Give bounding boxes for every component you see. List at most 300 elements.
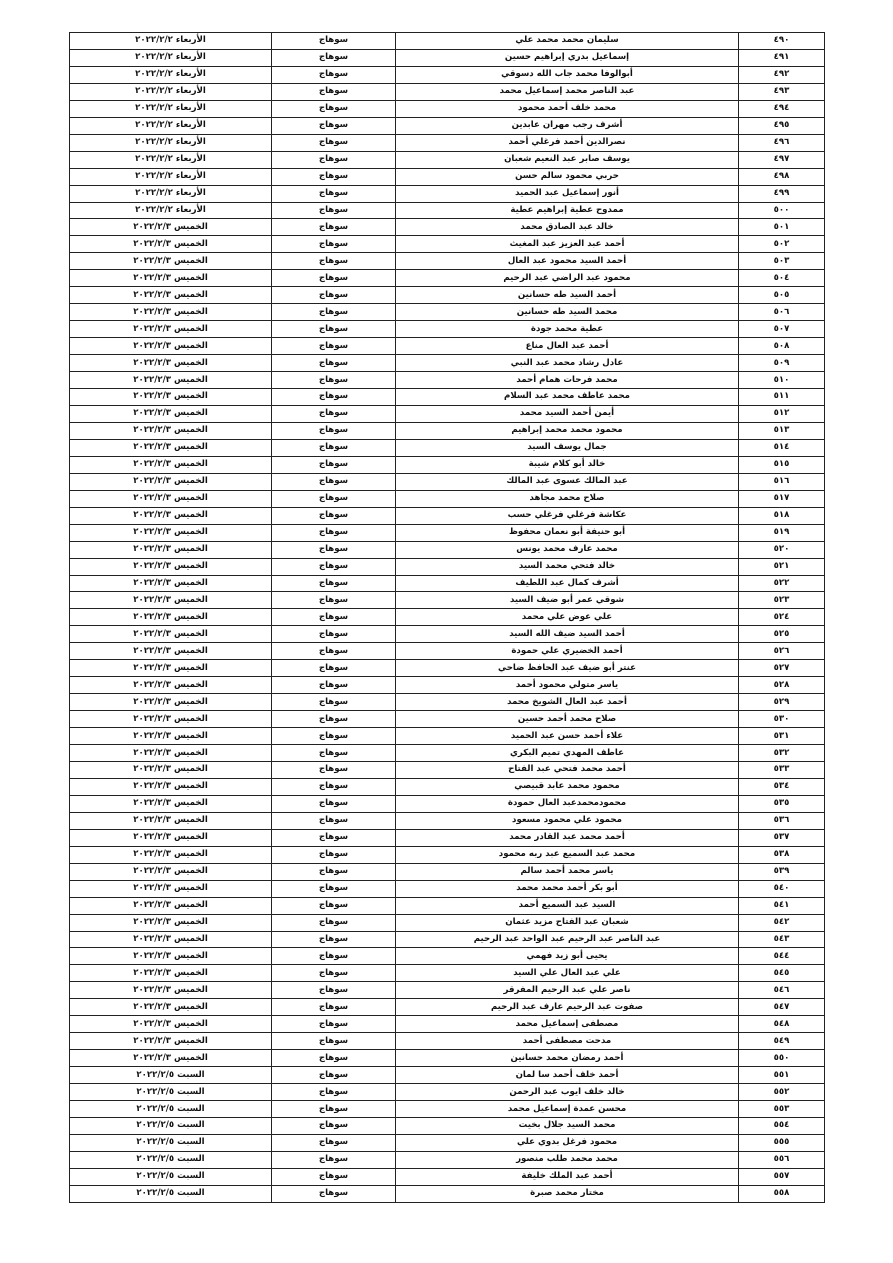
governorate-cell: سوهاج: [272, 405, 396, 422]
date-cell: الخميس ٢٠٢٢/٢/٣: [70, 507, 272, 524]
table-row: [70, 219, 825, 236]
person-name-cell: عبد الناصر محمد إسماعيل محمد: [396, 83, 739, 100]
governorate-cell: سوهاج: [272, 541, 396, 558]
person-name-cell: عطية محمد جودة: [396, 321, 739, 338]
person-name-cell: أحمد عبد الملك خليفة: [396, 1168, 739, 1185]
person-name-cell: يحيى أبو زيد فهمي: [396, 948, 739, 965]
row-number-cell: ٥١٩: [739, 524, 825, 541]
person-name-cell: محمود علي محمود مسعود: [396, 812, 739, 829]
governorate-cell: سوهاج: [272, 745, 396, 762]
table-row: [70, 1151, 825, 1168]
table-row: [70, 117, 825, 134]
table-row: [70, 812, 825, 829]
table-row: [70, 1185, 825, 1202]
date-cell: الأربعاء ٢٠٢٢/٢/٢: [70, 117, 272, 134]
row-number-cell: ٥٣٦: [739, 812, 825, 829]
row-number-cell: ٥٢٠: [739, 541, 825, 558]
table-row: [70, 541, 825, 558]
person-name-cell: محمد عبد السميع عبد ربه محمود: [396, 846, 739, 863]
person-name-cell: محمود فرغل بدوي علي: [396, 1134, 739, 1151]
date-cell: السبت ٢٠٢٢/٢/٥: [70, 1185, 272, 1202]
date-cell: الخميس ٢٠٢٢/٢/٣: [70, 321, 272, 338]
governorate-cell: سوهاج: [272, 355, 396, 372]
governorate-cell: سوهاج: [272, 643, 396, 660]
table-row: [70, 982, 825, 999]
date-cell: الخميس ٢٠٢٢/٢/٣: [70, 609, 272, 626]
row-number-cell: ٥٠٨: [739, 338, 825, 355]
table-row: [70, 745, 825, 762]
governorate-cell: سوهاج: [272, 219, 396, 236]
table-row: [70, 49, 825, 66]
person-name-cell: خالد أبو كلام شيبة: [396, 456, 739, 473]
governorate-cell: سوهاج: [272, 982, 396, 999]
governorate-cell: سوهاج: [272, 253, 396, 270]
table-row: [70, 287, 825, 304]
table-row: [70, 829, 825, 846]
date-cell: الخميس ٢٠٢٢/٢/٣: [70, 456, 272, 473]
governorate-cell: سوهاج: [272, 507, 396, 524]
row-number-cell: ٥٥٦: [739, 1151, 825, 1168]
person-name-cell: أحمد السيد طه حسانين: [396, 287, 739, 304]
governorate-cell: سوهاج: [272, 1118, 396, 1135]
date-cell: الخميس ٢٠٢٢/٢/٣: [70, 795, 272, 812]
person-name-cell: أحمد السيد محمود عبد العال: [396, 253, 739, 270]
table-row: [70, 168, 825, 185]
governorate-cell: سوهاج: [272, 372, 396, 389]
governorate-cell: سوهاج: [272, 948, 396, 965]
governorate-cell: سوهاج: [272, 117, 396, 134]
date-cell: السبت ٢٠٢٢/٢/٥: [70, 1168, 272, 1185]
date-cell: السبت ٢٠٢٢/٢/٥: [70, 1101, 272, 1118]
table-row: [70, 1050, 825, 1067]
table-row: [70, 558, 825, 575]
row-number-cell: ٥٠٢: [739, 236, 825, 253]
date-cell: الخميس ٢٠٢٢/٢/٣: [70, 761, 272, 778]
row-number-cell: ٥١١: [739, 389, 825, 406]
governorate-cell: سوهاج: [272, 287, 396, 304]
row-number-cell: ٤٩٠: [739, 33, 825, 50]
date-cell: الخميس ٢٠٢٢/٢/٣: [70, 931, 272, 948]
table-row: [70, 914, 825, 931]
person-name-cell: شعبان عبد الفتاح مزيد عثمان: [396, 914, 739, 931]
row-number-cell: ٥٥٥: [739, 1134, 825, 1151]
row-number-cell: ٥٣٤: [739, 778, 825, 795]
table-row: [70, 134, 825, 151]
row-number-cell: ٥٤١: [739, 897, 825, 914]
row-number-cell: ٥١٣: [739, 422, 825, 439]
table-row: [70, 355, 825, 372]
person-name-cell: مختار محمد صبرة: [396, 1185, 739, 1202]
row-number-cell: ٥٠٣: [739, 253, 825, 270]
person-name-cell: ياسر محمد أحمد سالم: [396, 863, 739, 880]
date-cell: الخميس ٢٠٢٢/٢/٣: [70, 524, 272, 541]
row-number-cell: ٥٣٢: [739, 745, 825, 762]
governorate-cell: سوهاج: [272, 1185, 396, 1202]
row-number-cell: ٥١٠: [739, 372, 825, 389]
governorate-cell: سوهاج: [272, 389, 396, 406]
table-row: [70, 1067, 825, 1084]
table-row: [70, 304, 825, 321]
table-row: [70, 660, 825, 677]
person-name-cell: ناصر علي عبد الرحيم المفرقر: [396, 982, 739, 999]
table-row: [70, 202, 825, 219]
row-number-cell: ٥٤٣: [739, 931, 825, 948]
date-cell: الخميس ٢٠٢٢/٢/٣: [70, 677, 272, 694]
person-name-cell: أحمد عبد العزيز عبد المغيث: [396, 236, 739, 253]
governorate-cell: سوهاج: [272, 558, 396, 575]
row-number-cell: ٥٠٩: [739, 355, 825, 372]
governorate-cell: سوهاج: [272, 880, 396, 897]
date-cell: الخميس ٢٠٢٢/٢/٣: [70, 965, 272, 982]
governorate-cell: سوهاج: [272, 304, 396, 321]
person-name-cell: مدحت مصطفى أحمد: [396, 1033, 739, 1050]
table-row: [70, 999, 825, 1016]
date-cell: الأربعاء ٢٠٢٢/٢/٢: [70, 33, 272, 50]
person-name-cell: أحمد خلف أحمد سا لمان: [396, 1067, 739, 1084]
person-name-cell: صلاح محمد أحمد حسين: [396, 711, 739, 728]
date-cell: الخميس ٢٠٢٢/٢/٣: [70, 1033, 272, 1050]
row-number-cell: ٥٢١: [739, 558, 825, 575]
date-cell: الخميس ٢٠٢٢/٢/٣: [70, 626, 272, 643]
date-cell: الخميس ٢٠٢٢/٢/٣: [70, 270, 272, 287]
table-row: [70, 253, 825, 270]
date-cell: الخميس ٢٠٢٢/٢/٣: [70, 355, 272, 372]
table-row: [70, 66, 825, 83]
row-number-cell: ٥١٢: [739, 405, 825, 422]
governorate-cell: سوهاج: [272, 490, 396, 507]
table-row: [70, 728, 825, 745]
governorate-cell: سوهاج: [272, 439, 396, 456]
row-number-cell: ٥١٤: [739, 439, 825, 456]
person-name-cell: أحمد عبد العال الشويخ محمد: [396, 694, 739, 711]
names-table-body: [70, 33, 825, 1203]
person-name-cell: إسماعيل بدري إبراهيم حسين: [396, 49, 739, 66]
table-row: [70, 677, 825, 694]
row-number-cell: ٤٩٨: [739, 168, 825, 185]
table-row: [70, 931, 825, 948]
governorate-cell: سوهاج: [272, 1084, 396, 1101]
row-number-cell: ٥٢٦: [739, 643, 825, 660]
date-cell: الخميس ٢٠٢٢/٢/٣: [70, 236, 272, 253]
date-cell: الخميس ٢٠٢٢/٢/٣: [70, 643, 272, 660]
row-number-cell: ٥٢٨: [739, 677, 825, 694]
row-number-cell: ٥٠٤: [739, 270, 825, 287]
person-name-cell: يوسف صابر عبد النعيم شعبان: [396, 151, 739, 168]
table-row: [70, 1033, 825, 1050]
governorate-cell: سوهاج: [272, 999, 396, 1016]
date-cell: الخميس ٢٠٢٢/٢/٣: [70, 880, 272, 897]
row-number-cell: ٥٤٢: [739, 914, 825, 931]
date-cell: الخميس ٢٠٢٢/٢/٣: [70, 897, 272, 914]
table-row: [70, 795, 825, 812]
row-number-cell: ٥٤٩: [739, 1033, 825, 1050]
date-cell: الخميس ٢٠٢٢/٢/٣: [70, 694, 272, 711]
row-number-cell: ٥٥٨: [739, 1185, 825, 1202]
date-cell: السبت ٢٠٢٢/٢/٥: [70, 1084, 272, 1101]
governorate-cell: سوهاج: [272, 100, 396, 117]
governorate-cell: سوهاج: [272, 609, 396, 626]
table-row: [70, 185, 825, 202]
person-name-cell: عكاشة فرغلي فرغلي حسب: [396, 507, 739, 524]
row-number-cell: ٥٠٧: [739, 321, 825, 338]
governorate-cell: سوهاج: [272, 846, 396, 863]
person-name-cell: مصطفى إسماعيل محمد: [396, 1016, 739, 1033]
date-cell: الأربعاء ٢٠٢٢/٢/٢: [70, 202, 272, 219]
table-row: [70, 626, 825, 643]
date-cell: السبت ٢٠٢٢/٢/٥: [70, 1151, 272, 1168]
date-cell: الخميس ٢٠٢٢/٢/٣: [70, 422, 272, 439]
governorate-cell: سوهاج: [272, 134, 396, 151]
table-row: [70, 575, 825, 592]
date-cell: الخميس ٢٠٢٢/٢/٣: [70, 999, 272, 1016]
table-row: [70, 473, 825, 490]
row-number-cell: ٥٥١: [739, 1067, 825, 1084]
person-name-cell: عبد المالك عسوى عبد المالك: [396, 473, 739, 490]
person-name-cell: محمود عبد الراضي عبد الرحيم: [396, 270, 739, 287]
governorate-cell: سوهاج: [272, 694, 396, 711]
date-cell: الخميس ٢٠٢٢/٢/٣: [70, 914, 272, 931]
date-cell: الخميس ٢٠٢٢/٢/٣: [70, 287, 272, 304]
table-row: [70, 236, 825, 253]
governorate-cell: سوهاج: [272, 592, 396, 609]
person-name-cell: خالد عبد الصادق محمد: [396, 219, 739, 236]
governorate-cell: سوهاج: [272, 1067, 396, 1084]
person-name-cell: شوقي عمر أبو ضيف السيد: [396, 592, 739, 609]
governorate-cell: سوهاج: [272, 1168, 396, 1185]
row-number-cell: ٤٩٥: [739, 117, 825, 134]
person-name-cell: خالد خلف ايوب عبد الرحمن: [396, 1084, 739, 1101]
date-cell: السبت ٢٠٢٢/٢/٥: [70, 1067, 272, 1084]
date-cell: الأربعاء ٢٠٢٢/٢/٢: [70, 151, 272, 168]
row-number-cell: ٤٩٧: [739, 151, 825, 168]
row-number-cell: ٤٩٤: [739, 100, 825, 117]
person-name-cell: أحمد محمد عبد القادر محمد: [396, 829, 739, 846]
governorate-cell: سوهاج: [272, 151, 396, 168]
row-number-cell: ٥٠١: [739, 219, 825, 236]
governorate-cell: سوهاج: [272, 185, 396, 202]
date-cell: الأربعاء ٢٠٢٢/٢/٢: [70, 100, 272, 117]
person-name-cell: ياسر متولي محمود أحمد: [396, 677, 739, 694]
table-row: [70, 422, 825, 439]
governorate-cell: سوهاج: [272, 1033, 396, 1050]
governorate-cell: سوهاج: [272, 1016, 396, 1033]
date-cell: الخميس ٢٠٢٢/٢/٣: [70, 829, 272, 846]
person-name-cell: عبد الناصر عبد الرحيم عبد الواحد عبد الرحيم: [396, 931, 739, 948]
row-number-cell: ٥٠٥: [739, 287, 825, 304]
table-row: [70, 592, 825, 609]
governorate-cell: سوهاج: [272, 863, 396, 880]
table-row: [70, 1016, 825, 1033]
governorate-cell: سوهاج: [272, 473, 396, 490]
table-row: [70, 524, 825, 541]
row-number-cell: ٥٣٩: [739, 863, 825, 880]
person-name-cell: محمد السيد طه حسانين: [396, 304, 739, 321]
governorate-cell: سوهاج: [272, 1134, 396, 1151]
row-number-cell: ٥١٥: [739, 456, 825, 473]
table-row: [70, 897, 825, 914]
date-cell: الخميس ٢٠٢٢/٢/٣: [70, 219, 272, 236]
governorate-cell: سوهاج: [272, 677, 396, 694]
date-cell: الخميس ٢٠٢٢/٢/٣: [70, 575, 272, 592]
row-number-cell: ٥٢٥: [739, 626, 825, 643]
row-number-cell: ٥٣٨: [739, 846, 825, 863]
governorate-cell: سوهاج: [272, 1050, 396, 1067]
table-row: [70, 456, 825, 473]
governorate-cell: سوهاج: [272, 33, 396, 50]
governorate-cell: سوهاج: [272, 812, 396, 829]
date-cell: السبت ٢٠٢٢/٢/٥: [70, 1118, 272, 1135]
row-number-cell: ٥١٧: [739, 490, 825, 507]
date-cell: الخميس ٢٠٢٢/٢/٣: [70, 405, 272, 422]
date-cell: الأربعاء ٢٠٢٢/٢/٢: [70, 185, 272, 202]
row-number-cell: ٥٤٥: [739, 965, 825, 982]
governorate-cell: سوهاج: [272, 236, 396, 253]
person-name-cell: عنتر أبو ضيف عبد الحافظ ضاحي: [396, 660, 739, 677]
table-row: [70, 439, 825, 456]
row-number-cell: ٥١٨: [739, 507, 825, 524]
table-row: [70, 778, 825, 795]
person-name-cell: أحمد رمضان محمد حسانين: [396, 1050, 739, 1067]
date-cell: الخميس ٢٠٢٢/٢/٣: [70, 473, 272, 490]
date-cell: الخميس ٢٠٢٢/٢/٣: [70, 728, 272, 745]
person-name-cell: خالد فتحي محمد السيد: [396, 558, 739, 575]
date-cell: الخميس ٢٠٢٢/٢/٣: [70, 812, 272, 829]
table-row: [70, 490, 825, 507]
date-cell: الخميس ٢٠٢٢/٢/٣: [70, 439, 272, 456]
person-name-cell: جمال يوسف السيد: [396, 439, 739, 456]
governorate-cell: سوهاج: [272, 914, 396, 931]
table-row: [70, 711, 825, 728]
governorate-cell: سوهاج: [272, 66, 396, 83]
governorate-cell: سوهاج: [272, 575, 396, 592]
date-cell: الخميس ٢٠٢٢/٢/٣: [70, 1050, 272, 1067]
row-number-cell: ٥٥٢: [739, 1084, 825, 1101]
table-row: [70, 321, 825, 338]
row-number-cell: ٥٣١: [739, 728, 825, 745]
date-cell: الأربعاء ٢٠٢٢/٢/٢: [70, 83, 272, 100]
table-row: [70, 151, 825, 168]
date-cell: الخميس ٢٠٢٢/٢/٣: [70, 253, 272, 270]
person-name-cell: أيمن أحمد السيد محمد: [396, 405, 739, 422]
row-number-cell: ٥٥٣: [739, 1101, 825, 1118]
table-row: [70, 965, 825, 982]
row-number-cell: ٥٠٠: [739, 202, 825, 219]
person-name-cell: أحمد محمد فتحي عبد الفتاح: [396, 761, 739, 778]
person-name-cell: محمد خلف أحمد محمود: [396, 100, 739, 117]
person-name-cell: أبو بكر أحمد محمد محمد: [396, 880, 739, 897]
table-row: [70, 694, 825, 711]
table-row: [70, 609, 825, 626]
row-number-cell: ٥٣٠: [739, 711, 825, 728]
person-name-cell: أنور إسماعيل عبد الحميد: [396, 185, 739, 202]
table-row: [70, 405, 825, 422]
governorate-cell: سوهاج: [272, 965, 396, 982]
person-name-cell: محمد محمد طلب منصور: [396, 1151, 739, 1168]
person-name-cell: محمد السيد جلال بخيت: [396, 1118, 739, 1135]
table-row: [70, 863, 825, 880]
table-row: [70, 389, 825, 406]
governorate-cell: سوهاج: [272, 422, 396, 439]
row-number-cell: ٥٥٤: [739, 1118, 825, 1135]
governorate-cell: سوهاج: [272, 524, 396, 541]
table-row: [70, 1101, 825, 1118]
row-number-cell: ٤٩١: [739, 49, 825, 66]
date-cell: الخميس ٢٠٢٢/٢/٣: [70, 592, 272, 609]
row-number-cell: ٥٤٧: [739, 999, 825, 1016]
person-name-cell: محمد عاطف محمد عبد السلام: [396, 389, 739, 406]
row-number-cell: ٥٥٧: [739, 1168, 825, 1185]
row-number-cell: ٥٣٥: [739, 795, 825, 812]
names-table: [69, 32, 825, 1203]
row-number-cell: ٤٩٩: [739, 185, 825, 202]
table-row: [70, 33, 825, 50]
date-cell: الخميس ٢٠٢٢/٢/٣: [70, 660, 272, 677]
table-row: [70, 83, 825, 100]
governorate-cell: سوهاج: [272, 321, 396, 338]
row-number-cell: ٥٢٩: [739, 694, 825, 711]
governorate-cell: سوهاج: [272, 660, 396, 677]
person-name-cell: أبوالوفا محمد جاب الله دسوقي: [396, 66, 739, 83]
table-row: [70, 1168, 825, 1185]
table-row: [70, 1118, 825, 1135]
date-cell: الخميس ٢٠٢٢/٢/٣: [70, 846, 272, 863]
date-cell: الأربعاء ٢٠٢٢/٢/٢: [70, 168, 272, 185]
person-name-cell: ممدوح عطية إبراهيم عطية: [396, 202, 739, 219]
governorate-cell: سوهاج: [272, 931, 396, 948]
date-cell: الخميس ٢٠٢٢/٢/٣: [70, 490, 272, 507]
governorate-cell: سوهاج: [272, 1101, 396, 1118]
governorate-cell: سوهاج: [272, 1151, 396, 1168]
person-name-cell: علاء أحمد حسن عبد الحميد: [396, 728, 739, 745]
governorate-cell: سوهاج: [272, 83, 396, 100]
governorate-cell: سوهاج: [272, 456, 396, 473]
person-name-cell: أحمد الخضيري علي حمودة: [396, 643, 739, 660]
row-number-cell: ٥٤٠: [739, 880, 825, 897]
date-cell: الخميس ٢٠٢٢/٢/٣: [70, 863, 272, 880]
row-number-cell: ٥٢٤: [739, 609, 825, 626]
date-cell: الخميس ٢٠٢٢/٢/٣: [70, 541, 272, 558]
person-name-cell: أحمد عبد العال مناع: [396, 338, 739, 355]
governorate-cell: سوهاج: [272, 711, 396, 728]
row-number-cell: ٥٠٦: [739, 304, 825, 321]
table-row: [70, 338, 825, 355]
date-cell: الخميس ٢٠٢٢/٢/٣: [70, 711, 272, 728]
governorate-cell: سوهاج: [272, 202, 396, 219]
date-cell: الخميس ٢٠٢٢/٢/٣: [70, 304, 272, 321]
governorate-cell: سوهاج: [272, 897, 396, 914]
governorate-cell: سوهاج: [272, 338, 396, 355]
person-name-cell: عاطف المهدي تميم البكري: [396, 745, 739, 762]
person-name-cell: محمودمحمدعبد العال حمودة: [396, 795, 739, 812]
table-row: [70, 1084, 825, 1101]
table-row: [70, 270, 825, 287]
row-number-cell: ٤٩٦: [739, 134, 825, 151]
table-row: [70, 372, 825, 389]
person-name-cell: نصرالدين أحمد فرغلي أحمد: [396, 134, 739, 151]
date-cell: الأربعاء ٢٠٢٢/٢/٢: [70, 49, 272, 66]
person-name-cell: محمد عارف محمد يونس: [396, 541, 739, 558]
person-name-cell: علي عبد العال علي السيد: [396, 965, 739, 982]
date-cell: الخميس ٢٠٢٢/٢/٣: [70, 745, 272, 762]
date-cell: الخميس ٢٠٢٢/٢/٣: [70, 389, 272, 406]
person-name-cell: محسن عمدة إسماعيل محمد: [396, 1101, 739, 1118]
person-name-cell: محمود محمد محمد إبراهيم: [396, 422, 739, 439]
person-name-cell: أحمد السيد ضيف الله السيد: [396, 626, 739, 643]
date-cell: الخميس ٢٠٢٢/٢/٣: [70, 982, 272, 999]
table-row: [70, 880, 825, 897]
person-name-cell: سليمان محمد محمد علي: [396, 33, 739, 50]
person-name-cell: أبو حنيفة أبو نعمان محفوظ: [396, 524, 739, 541]
